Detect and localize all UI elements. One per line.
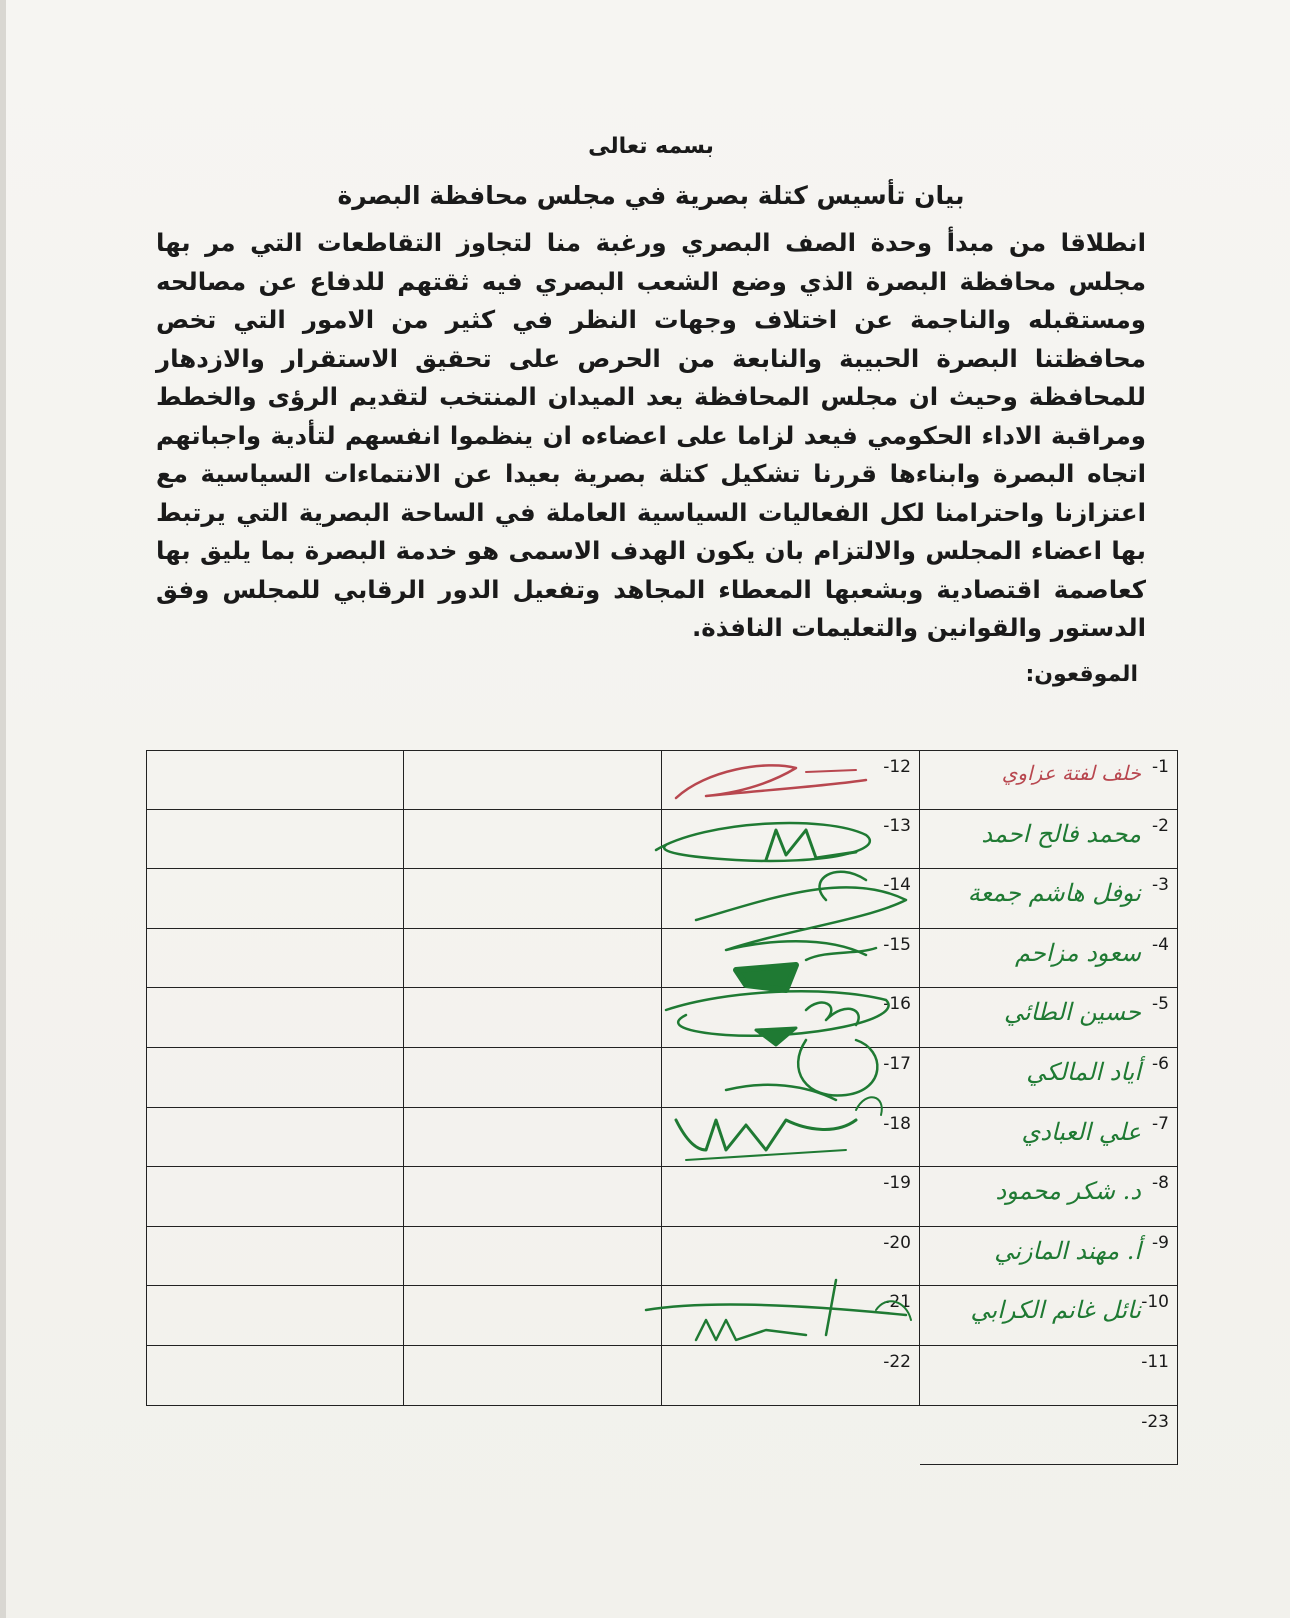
blank-cell [404, 750, 662, 810]
blank-cell [662, 1406, 920, 1466]
signer-name: حسين الطائي [1003, 998, 1141, 1027]
blank-cell [146, 869, 404, 929]
signer-cell: -19 [662, 1167, 920, 1227]
signer-name: نوفل هاشم جمعة [967, 879, 1141, 908]
signatures-table [146, 750, 1178, 1465]
blank-cell [404, 1167, 662, 1227]
signer-name: سعود مزاحم [1015, 938, 1141, 967]
signer-cell: -1 خلف لفتة عزاوي [920, 750, 1178, 810]
blank-cell [146, 988, 404, 1048]
signer-name: أياد المالكي [1026, 1057, 1141, 1086]
blank-cell [404, 810, 662, 870]
table-row [146, 1346, 1178, 1406]
blank-cell [404, 1346, 662, 1406]
signer-cell: -14 [662, 869, 920, 929]
table-row [146, 1048, 1178, 1108]
blank-cell [404, 1108, 662, 1168]
signer-cell: -12 [662, 750, 920, 810]
signer-cell: -13 [662, 810, 920, 870]
signer-cell: -15 [662, 929, 920, 989]
signer-name: محمد فالح احمد [981, 819, 1141, 848]
document-title: بيان تأسيس كتلة بصرية في مجلس محافظة البصرة [337, 181, 965, 210]
signer-cell: -10 نائل غانم الكرابي [920, 1286, 1178, 1346]
blank-cell [404, 1406, 662, 1466]
blank-cell [146, 1227, 404, 1287]
signer-name: علي العبادي [1021, 1117, 1141, 1146]
table-row [146, 750, 1178, 810]
table-row [146, 1167, 1178, 1227]
table-row [146, 1286, 1178, 1346]
blank-cell [146, 1108, 404, 1168]
signers-label: الموقعون: [1025, 661, 1138, 687]
signer-cell: -6 أياد المالكي [920, 1048, 1178, 1108]
table-row [146, 1108, 1178, 1168]
basmala: بسمه تعالى [588, 134, 714, 159]
table-row [146, 810, 1178, 870]
blank-cell [146, 1167, 404, 1227]
blank-cell [404, 929, 662, 989]
blank-cell [146, 1048, 404, 1108]
signer-name: خلف لفتة عزاوي [1001, 761, 1141, 785]
signer-cell: -18 [662, 1108, 920, 1168]
signer-cell: -9 أ. مهند المازني [920, 1227, 1178, 1287]
document-body [156, 120, 1146, 687]
signer-name: أ. مهند المازني [994, 1236, 1141, 1265]
signer-name: د. شكر محمود [995, 1177, 1141, 1206]
signer-cell: -4 سعود مزاحم [920, 929, 1178, 989]
signer-cell: -20 [662, 1227, 920, 1287]
signer-cell: -8 د. شكر محمود [920, 1167, 1178, 1227]
signer-cell: -3 نوفل هاشم جمعة [920, 869, 1178, 929]
blank-cell [146, 810, 404, 870]
signer-cell: -5 حسين الطائي [920, 988, 1178, 1048]
signer-cell: -2 محمد فالح احمد [920, 810, 1178, 870]
blank-cell [404, 1286, 662, 1346]
table-row [146, 1227, 1178, 1287]
blank-cell [404, 988, 662, 1048]
table-row [146, 869, 1178, 929]
blank-cell [404, 1227, 662, 1287]
signer-cell: -22 [662, 1346, 920, 1406]
signer-cell: -23 [920, 1406, 1178, 1466]
blank-cell [146, 1286, 404, 1346]
signer-cell: -16 [662, 988, 920, 1048]
signer-cell: -21 [662, 1286, 920, 1346]
signer-cell: -7 علي العبادي [920, 1108, 1178, 1168]
signer-cell: -11 [920, 1346, 1178, 1406]
blank-cell [404, 869, 662, 929]
statement-paragraph: انطلاقا من مبدأ وحدة الصف البصري ورغبة منا لتجاوز التقاطعات التي مر بها مجلس محافظة البصرة الذي وضع الشعب البصري فيه ثقتهم للدفاع عن مصالحه ومستقبله والناجمة عن اختلاف وجهات النظر في كثير من الامور التي تخص محافظتنا البصرة الحبيبة والنابعة من الحرص على تحقيق الاستقرار والازدهار للمحافظة وحيث ان مجلس المحافظة يعد الميدان المنتخب لتقديم الرؤى والخطط ومراقبة الاداء الحكومي فيعد لزاما على اعضاءه ان ينظموا انفسهم لتأدية واجباتهم اتجاه البصرة وابناءها قررنا تشكيل كتلة بصرية بعيدا عن الانتماءات السياسية مع اعتزازنا واحترامنا لكل الفعاليات السياسية العاملة في الساحة البصرية التي يرتبط بها اعضاء المجلس والالتزام بان يكون الهدف الاسمى هو خدمة البصرة بما يليق بها كعاصمة اقتصادية وبشعبها المعطاء المجاهد وتفعيل الدور الرقابي للمجلس وفق الدستور والقوانين والتعليمات النافذة. [156, 228, 1146, 642]
table-row [146, 929, 1178, 989]
blank-cell [146, 929, 404, 989]
blank-cell [404, 1048, 662, 1108]
signer-name: نائل غانم الكرابي [970, 1296, 1141, 1325]
table-row [146, 988, 1178, 1048]
blank-cell [146, 750, 404, 810]
table-row [146, 1406, 1178, 1466]
blank-cell [146, 1406, 404, 1466]
signer-cell: -17 [662, 1048, 920, 1108]
blank-cell [146, 1346, 404, 1406]
